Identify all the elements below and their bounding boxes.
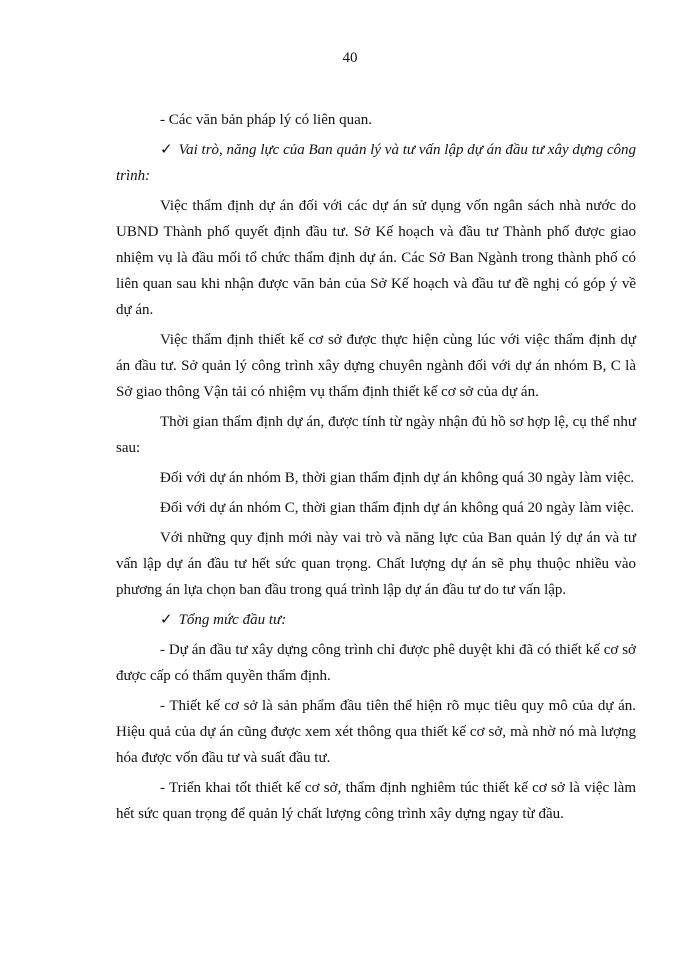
body-paragraph: Với những quy định mới này vai trò và năng lực của Ban quản lý dự án và tư vấn lập dự án đầu tư hết sức quan trọng. Chất lượng dự án sẽ phụ thuộc nhiều vào phương án lựa chọn ban đầu trong quá trình lập dự án đầu tư do tư vấn lập. — [116, 530, 636, 598]
section-heading-text: Tổng mức đầu tư: — [178, 612, 287, 628]
bullet-paragraph: - Các văn bản pháp lý có liên quan. — [160, 112, 373, 128]
body-paragraph: Đối với dự án nhóm C, thời gian thẩm định dự án không quá 20 ngày làm việc. — [160, 500, 635, 516]
bullet-paragraph: - Triển khai tốt thiết kế cơ sở, thẩm định nghiêm túc thiết kế cơ sở là việc làm hết sức quan trọng để quản lý chất lượng công trình xây dựng ngay từ đầu. — [116, 780, 636, 822]
checkmark-icon: ✓ — [160, 142, 173, 158]
body-paragraph: Thời gian thẩm định dự án, được tính từ ngày nhận đủ hồ sơ hợp lệ, cụ thể như sau: — [116, 414, 636, 456]
bullet-paragraph: - Dự án đầu tư xây dựng công trình chỉ được phê duyệt khi đã có thiết kế cơ sở được cấp có thẩm quyền thẩm định. — [116, 642, 636, 684]
body-paragraph: Việc thẩm định dự án đối với các dự án sử dụng vốn ngân sách nhà nước do UBND Thành phố quyết định đầu tư. Sở Kế hoạch và đầu tư Thành phố được giao nhiệm vụ là đầu mối tổ chức thẩm định dự án. Các Sở Ban Ngành trong thành phố có liên quan sau khi nhận được văn bản của Sở Kế hoạch và đầu tư đề nghị có góp ý về dự án. — [116, 198, 636, 318]
bullet-paragraph: - Thiết kế cơ sở là sản phẩm đầu tiên thể hiện rõ mục tiêu quy mô của dự án. Hiệu quả của dự án cũng được xem xét thông qua thiết kế cơ sở, mà nhờ nó mà lượng hóa được vốn đầu tư và suất đầu tư. — [116, 698, 636, 766]
document-body — [116, 107, 636, 831]
body-paragraph: Việc thẩm định thiết kế cơ sở được thực hiện cùng lúc với việc thẩm định dự án đầu tư. Sở quản lý công trình xây dựng chuyên ngành đối với dự án nhóm B, C là Sở giao thông Vận tải có nhiệm vụ thẩm định thiết kế cơ sở của dự án. — [116, 332, 636, 400]
section-heading — [116, 137, 636, 189]
page-number: 40 — [342, 50, 358, 66]
body-paragraph: Đối với dự án nhóm B, thời gian thẩm định dự án không quá 30 ngày làm việc. — [160, 470, 635, 486]
checkmark-icon: ✓ — [160, 612, 173, 628]
section-heading — [116, 607, 636, 633]
section-heading-text: Vai trò, năng lực của Ban quản lý và tư vấn lập dự án đầu tư xây dựng công trình: — [116, 142, 636, 184]
